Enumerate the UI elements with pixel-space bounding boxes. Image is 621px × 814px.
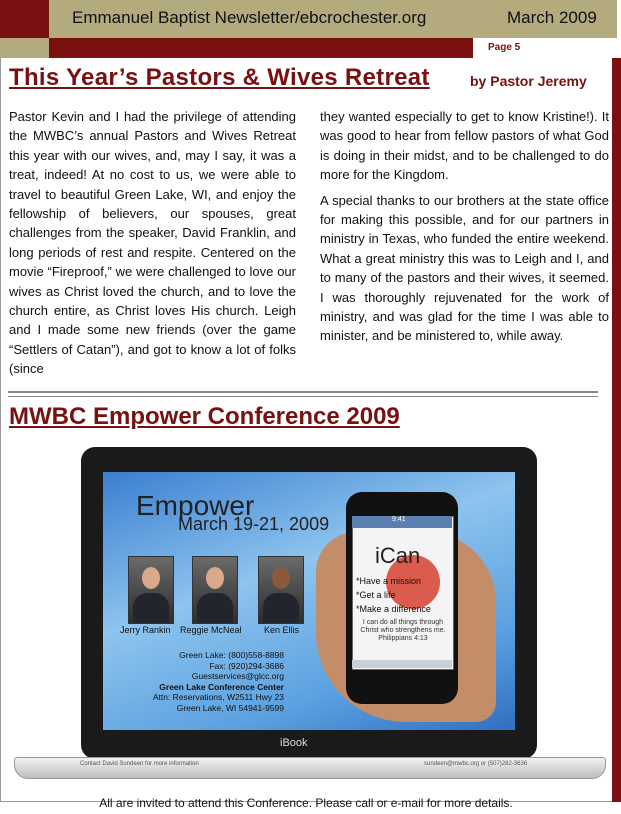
article-column-left: [9, 107, 296, 385]
phone-list-item: *Make a difference: [356, 604, 431, 614]
right-border: [612, 58, 621, 802]
phone-title: iCan: [375, 543, 421, 568]
speaker-name: Ken Ellis: [264, 625, 300, 635]
contact-line: Fax: (920)294-3686: [209, 660, 284, 671]
newsletter-title: Emmanuel Baptist Newsletter/ebcrochester.org: [72, 8, 427, 27]
article-paragraph: they wanted especially to get to know Kristine!). It was good to hear from fellow pastors of what God is doing in their midst, and to be challenged to do more for the Kingdom.: [320, 109, 609, 183]
phone-time: 9:41: [392, 516, 406, 523]
laptop-base-text-left: Contact David Sundeen for more information: [80, 761, 199, 767]
laptop-base-text-right: sundeen@mwbc.org or (507)282-3636: [424, 761, 528, 767]
newsletter-date: March 2009: [507, 8, 597, 27]
header-square-dark: [0, 0, 49, 38]
page-number: Page 5: [488, 42, 521, 53]
phone-list-item: *Get a life: [356, 590, 396, 600]
article-title-conference: MWBC Empower Conference 2009: [9, 403, 400, 430]
contact-line: Attn: Reservations, W2511 Hwy 23: [152, 692, 284, 702]
phone-toolbar: [352, 660, 452, 668]
speaker-photo: [192, 556, 238, 624]
article-title-retreat: This Year’s Pastors & Wives Retreat: [9, 64, 430, 91]
section-divider: [8, 391, 598, 397]
speaker-photo: [258, 556, 304, 624]
speaker-name: Jerry Rankin: [120, 625, 171, 635]
header-accent-bar: [49, 38, 473, 58]
article-paragraph: A special thanks to our brothers at the state office for making this possible, and for our partners in ministry in Texas, who funded the entire weekend. What a great ministry this was to Leigh and I, and to many of the pastors and their wives, it seemed. I was thoroughly rejuvenated for the work of ministry, and was glad for the time I was able to minister, and be ministered to, while away.: [320, 192, 609, 344]
phone-list-item: *Have a mission: [356, 576, 422, 586]
contact-line: Green Lake Conference Center: [159, 681, 284, 692]
article-paragraph: Pastor Kevin and I had the privilege of attending the MWBC’s annual Pastors and Wives Retreat this year with our wives, and, may I say, it was a treat, indeed! At no cost to us, we were able to travel to beautiful Green Lake, WI, and enjoy the fellowship of believers, our spouses, great challenges from the speaker, David Franklin, and long periods of rest and respite. Centered on the movie “Fireproof,” we were challenged to love our wives as Christ loved the church, and to love the church entire, as Christ loves His church. Leigh and I made some new friends (over the game “Settlers of Catan”), and got to know a lot of folks (since: [9, 109, 296, 377]
article-column-right: [320, 107, 609, 352]
poster-heading: Empower: [136, 490, 255, 521]
speaker-photo: [128, 556, 174, 624]
laptop-brand: iBook: [280, 737, 308, 749]
article-byline: by Pastor Jeremy: [470, 73, 587, 89]
contact-line: Guestservices@glcc.org: [191, 671, 284, 681]
header-square-light: [0, 38, 49, 58]
poster-dates: March 19-21, 2009: [178, 514, 330, 534]
poster-contact: [144, 650, 284, 713]
phone-scripture: I can do all things through Christ who strengthens me. Philippians 4:13: [360, 619, 446, 642]
contact-line: Green Lake, WI 54941-9599: [176, 702, 284, 713]
contact-line: Green Lake: (800)558-8898: [179, 650, 284, 660]
speaker-name: Reggie McNeal: [180, 625, 242, 635]
conference-invite: All are invited to attend this Conference. Please call or e-mail for more details.: [99, 796, 513, 810]
